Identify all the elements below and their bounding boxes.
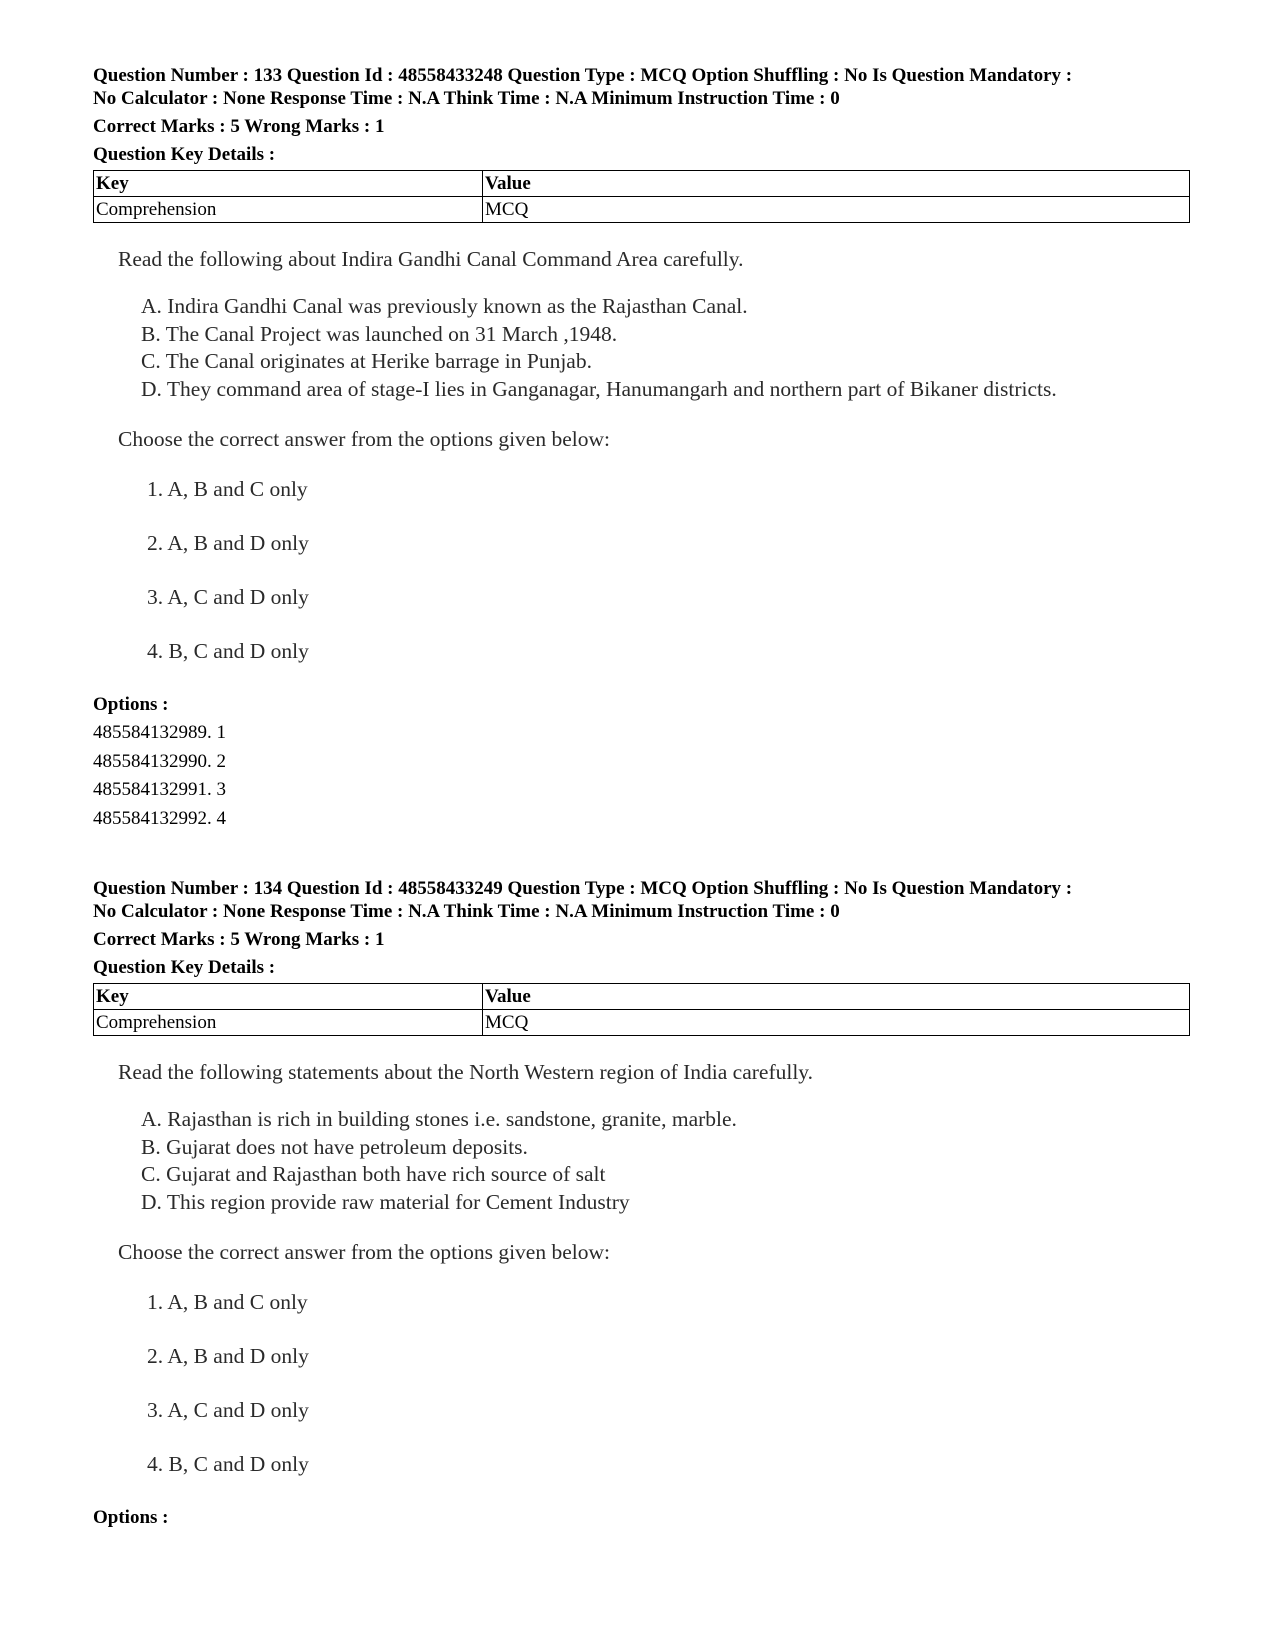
- statement-list: [141, 293, 1193, 403]
- statement-item: A. Indira Gandhi Canal was previously known as the Rajasthan Canal.: [141, 294, 748, 318]
- choose-instruction: Choose the correct answer from the options given below:: [118, 427, 610, 451]
- question-body: [118, 245, 1193, 665]
- key-details-label: Question Key Details :: [93, 144, 276, 165]
- answer-choice: 1. A, B and C only: [147, 477, 308, 501]
- table-header-value: Value: [483, 171, 1190, 197]
- table-header-row: [94, 171, 1190, 197]
- statement-item: B. Gujarat does not have petroleum deposits.: [141, 1134, 528, 1159]
- table-header-key: Key: [94, 171, 483, 197]
- options-label: Options :: [93, 1507, 169, 1528]
- answer-list: [147, 475, 1193, 665]
- answer-list: [147, 1288, 1193, 1478]
- answer-choice: 1. A, B and C only: [147, 1290, 308, 1314]
- statement-item: A. Rajasthan is rich in building stones i.e. sandstone, granite, marble.: [141, 1107, 737, 1131]
- choose-instruction: Choose the correct answer from the options given below:: [118, 1240, 610, 1264]
- meta-line-2: No Calculator : None Response Time : N.A Think Time : N.A Minimum Instruction Time : 0: [93, 901, 840, 922]
- answer-choice: 3. A, C and D only: [147, 585, 309, 609]
- answer-choice: 2. A, B and D only: [147, 1344, 309, 1368]
- statement-item: B. The Canal Project was launched on 31 March ,1948.: [141, 321, 618, 346]
- statement-item: D. They command area of stage-I lies in Ganganagar, Hanumangarh and northern part of Bikaner districts.: [141, 376, 1057, 401]
- table-header-row: [94, 984, 1190, 1010]
- table-row: [94, 197, 1190, 223]
- question-133: [93, 64, 1193, 833]
- statement-item: C. Gujarat and Rajasthan both have rich source of salt: [141, 1162, 606, 1186]
- statement-list: [141, 1106, 1193, 1216]
- option-item: 485584132992. 4: [93, 807, 226, 829]
- marks-line: Correct Marks : 5 Wrong Marks : 1: [93, 116, 385, 137]
- key-details-label: Question Key Details :: [93, 957, 276, 978]
- meta-line-1: Question Number : 134 Question Id : 48558433249 Question Type : MCQ Option Shuffling : No Is Question Mandatory :: [93, 878, 1073, 899]
- table-header-key: Key: [94, 984, 483, 1010]
- key-details-table: [93, 170, 1190, 223]
- options-list: [93, 719, 1193, 833]
- meta-line-1: Question Number : 133 Question Id : 48558433248 Question Type : MCQ Option Shuffling : No Is Question Mandatory :: [93, 65, 1073, 86]
- answer-choice: 2. A, B and D only: [147, 531, 309, 555]
- answer-choice: 4. B, C and D only: [147, 1452, 309, 1476]
- question-134: [93, 877, 1193, 1532]
- question-meta: [93, 877, 1193, 923]
- table-cell-value: MCQ: [483, 1010, 1190, 1036]
- marks-line: Correct Marks : 5 Wrong Marks : 1: [93, 929, 385, 950]
- answer-choice: 3. A, C and D only: [147, 1398, 309, 1422]
- option-item: 485584132989. 1: [93, 722, 226, 743]
- table-header-value: Value: [483, 984, 1190, 1010]
- question-meta: [93, 64, 1193, 110]
- question-intro: Read the following about Indira Gandhi Canal Command Area carefully.: [118, 247, 744, 271]
- options-label: Options :: [93, 694, 169, 715]
- key-details-table: [93, 983, 1190, 1036]
- table-cell-key: Comprehension: [94, 197, 483, 223]
- statement-item: C. The Canal originates at Herike barrage in Punjab.: [141, 349, 592, 373]
- option-item: 485584132990. 2: [93, 750, 226, 772]
- option-item: 485584132991. 3: [93, 779, 226, 800]
- table-cell-value: MCQ: [483, 197, 1190, 223]
- statement-item: D. This region provide raw material for Cement Industry: [141, 1189, 630, 1214]
- table-cell-key: Comprehension: [94, 1010, 483, 1036]
- question-intro: Read the following statements about the North Western region of India carefully.: [118, 1060, 814, 1084]
- table-row: [94, 1010, 1190, 1036]
- answer-choice: 4. B, C and D only: [147, 639, 309, 663]
- question-body: [118, 1058, 1193, 1478]
- meta-line-2: No Calculator : None Response Time : N.A Think Time : N.A Minimum Instruction Time : 0: [93, 88, 840, 109]
